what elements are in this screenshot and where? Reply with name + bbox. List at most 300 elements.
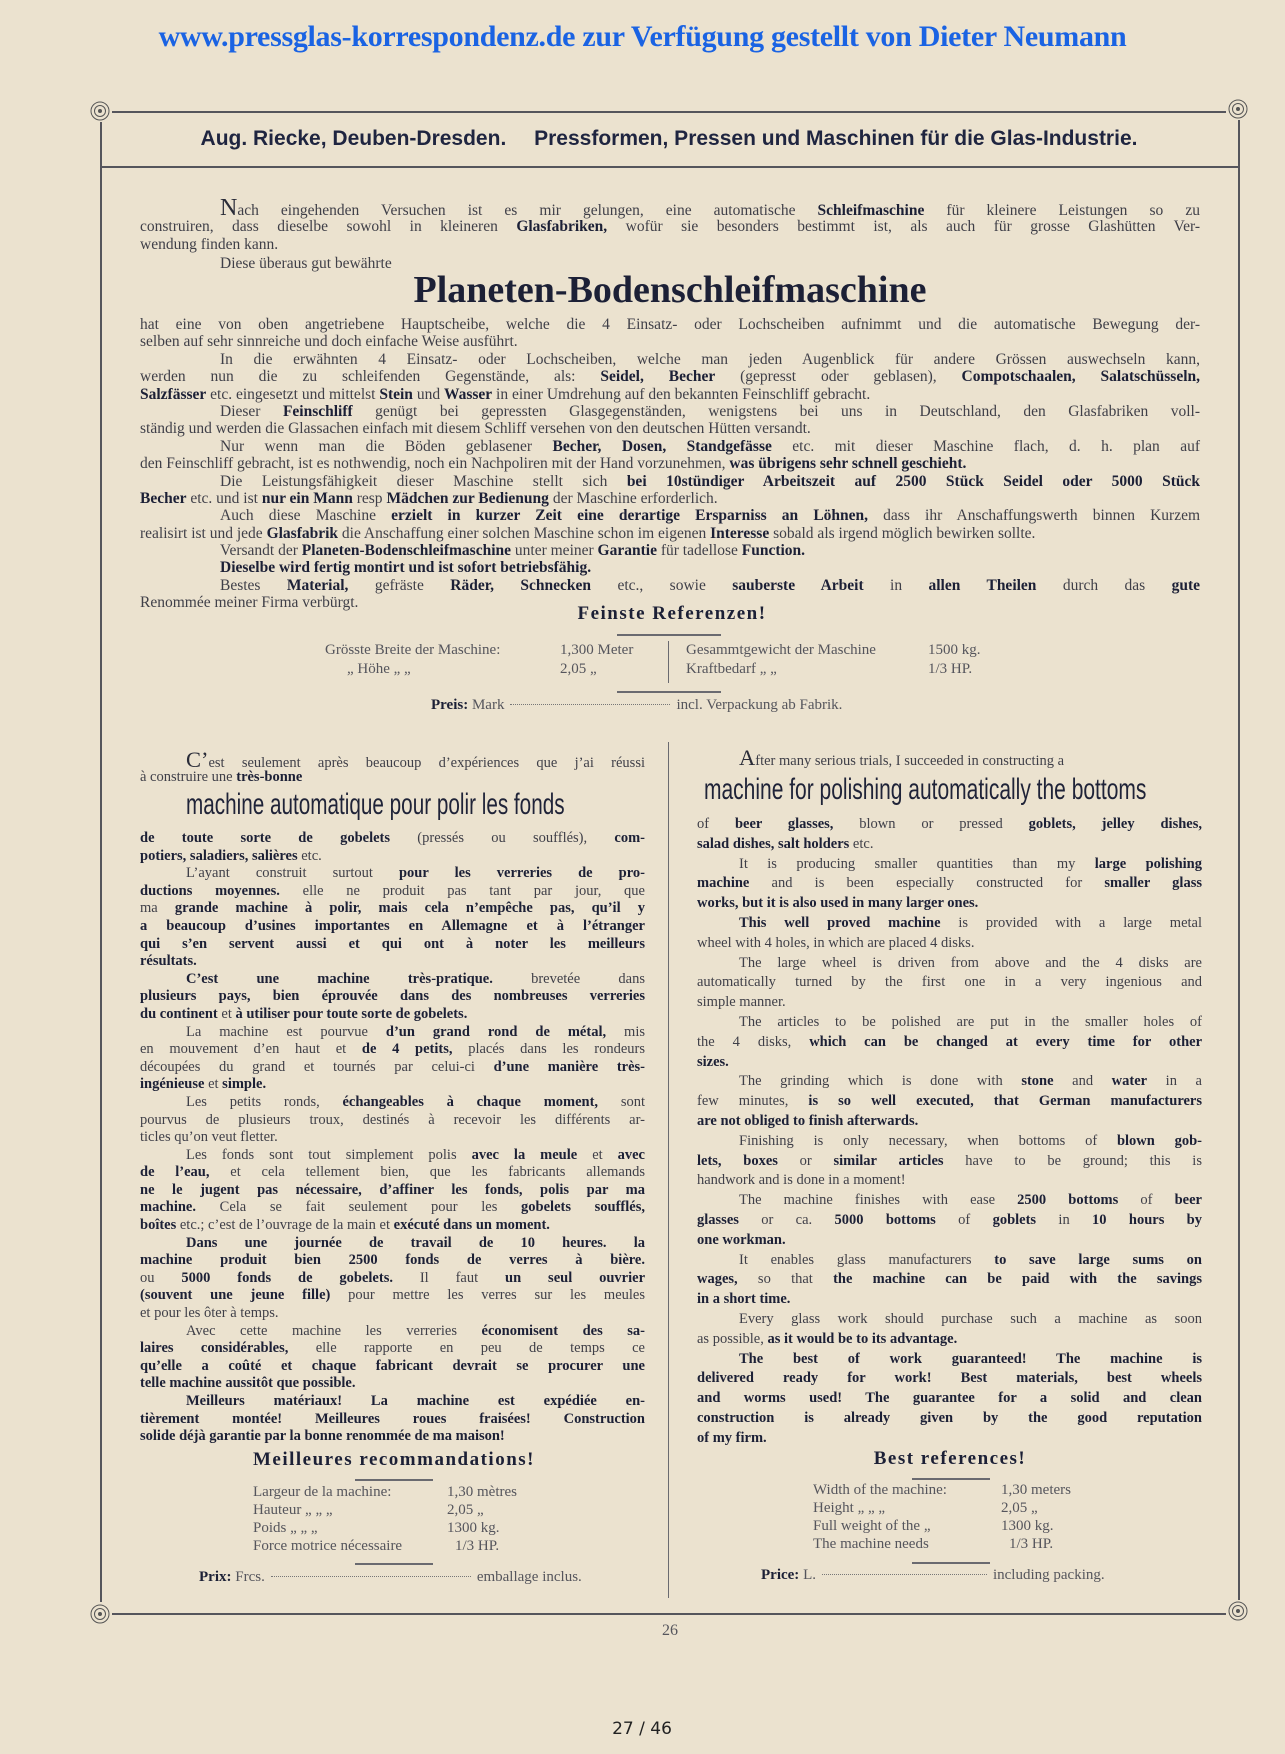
text-line bbox=[140, 1041, 645, 1059]
text-run: un seul ouvrier bbox=[505, 1269, 646, 1286]
text-line bbox=[140, 559, 1200, 576]
text-line bbox=[140, 236, 1200, 255]
text-run: Stein bbox=[379, 385, 413, 403]
text-run: of bbox=[1118, 1192, 1175, 1209]
text-run: potiers, saladiers, salières bbox=[140, 847, 298, 864]
text-line bbox=[697, 1092, 1202, 1112]
text-run: Schleifmaschine bbox=[817, 202, 925, 219]
text-run: werden nun die zu schleifenden Gegenstände, als: bbox=[140, 368, 601, 386]
text-line bbox=[697, 1152, 1202, 1172]
text-run: wheel with 4 holes, in which are placed 4 disks. bbox=[697, 934, 975, 951]
text-run: glasses bbox=[697, 1211, 739, 1228]
text-line bbox=[697, 1251, 1202, 1271]
text-line bbox=[140, 1411, 645, 1429]
spec-value: 2,05 „ bbox=[560, 661, 597, 677]
text-line bbox=[140, 507, 1200, 524]
text-line bbox=[140, 1112, 645, 1130]
text-run: nur ein Mann bbox=[261, 489, 353, 507]
text-run: und bbox=[412, 385, 444, 403]
text-run: and worms used! The guarantee for a solid and clean bbox=[697, 1390, 1202, 1407]
text-run: gobelets soufflés, bbox=[521, 1199, 645, 1216]
text-run: large polishing bbox=[1094, 855, 1202, 872]
spec-value: 1/3 HP. bbox=[928, 661, 973, 677]
text-run: Il faut bbox=[392, 1269, 506, 1286]
text-line bbox=[140, 333, 1200, 350]
text-run: ductions moyennes. bbox=[140, 882, 280, 899]
text-run: d’une manière très- bbox=[493, 1058, 645, 1075]
watermark-url: www.pressglas-korrespondenz.de zur Verfügung gestellt von Dieter Neumann bbox=[158, 20, 1127, 53]
text-run: com- bbox=[614, 830, 645, 846]
text-line bbox=[697, 1369, 1202, 1389]
text-run: très-bonne bbox=[236, 768, 303, 785]
text-run: laires considérables, bbox=[140, 1340, 289, 1357]
text-run: After many serious trials, I succeeded in constructing a bbox=[739, 745, 1065, 770]
text-run: en mouvement d’en haut et bbox=[140, 1041, 362, 1058]
text-run: Avec cette machine les verreries bbox=[186, 1322, 482, 1339]
text-run: etc. bbox=[849, 835, 874, 852]
spec-value: 1,30 mètres bbox=[447, 1484, 517, 1500]
page-header bbox=[100, 127, 1238, 151]
price-suffix: incl. Verpackung ab Fabrik. bbox=[676, 697, 843, 713]
text-line bbox=[140, 1252, 645, 1270]
text-run: as it would be to its advantage. bbox=[767, 1330, 958, 1347]
text-run: delivered ready for work! Best materials, best wheels bbox=[697, 1370, 1202, 1387]
price-currency: Mark bbox=[471, 697, 505, 713]
text-line bbox=[140, 1129, 645, 1147]
text-line bbox=[697, 1132, 1202, 1152]
text-line bbox=[697, 1290, 1202, 1310]
text-run: avec bbox=[617, 1146, 645, 1163]
text-line bbox=[140, 420, 1200, 437]
spec-label: Grösste Breite der Maschine: bbox=[325, 642, 501, 658]
text-run: économisent des sa- bbox=[481, 1322, 645, 1339]
divider bbox=[355, 1479, 433, 1481]
text-run: Interesse bbox=[710, 524, 770, 542]
text-line bbox=[140, 1217, 645, 1235]
text-line bbox=[140, 218, 1200, 237]
text-line bbox=[140, 577, 1200, 594]
text-line bbox=[140, 1164, 645, 1182]
price-suffix: including packing. bbox=[992, 1567, 1105, 1583]
text-line bbox=[140, 1428, 645, 1446]
viewer-page-indicator: 27 / 46 bbox=[612, 1719, 672, 1739]
text-run: sizes. bbox=[697, 1053, 729, 1070]
text-run: water bbox=[1111, 1073, 1148, 1090]
text-run: gute bbox=[1171, 576, 1200, 594]
text-line bbox=[140, 1147, 645, 1165]
spiral-ornament-icon bbox=[88, 99, 112, 123]
text-run: construiren, dass dieselbe sowohl in kleineren bbox=[140, 217, 517, 235]
text-line bbox=[140, 918, 645, 936]
spec-row bbox=[325, 642, 500, 659]
text-run: a beaucoup d’usines importantes en Allemagne et à l’étranger bbox=[140, 917, 645, 934]
spec-value: 2,05 „ bbox=[1001, 1500, 1038, 1516]
text-line bbox=[140, 883, 645, 901]
frame-top-line bbox=[112, 111, 1226, 113]
text-line bbox=[697, 874, 1202, 894]
text-run: Die Leistungsfähigkeit dieser Maschine stellt sich bbox=[220, 472, 627, 490]
text-run: It is producing smaller quantities than my bbox=[739, 855, 1095, 872]
text-line bbox=[140, 542, 1200, 559]
text-run: 10 hours by bbox=[1092, 1211, 1202, 1228]
page-number: 26 bbox=[662, 1622, 678, 1639]
text-run: für kleinere Leistungen so zu bbox=[924, 202, 1200, 219]
price-blank bbox=[822, 1574, 987, 1575]
text-run: 2500 bottoms bbox=[1017, 1192, 1119, 1209]
text-run: placés dans les rondeurs bbox=[452, 1041, 645, 1058]
english-references-heading: Best references! bbox=[873, 1448, 1027, 1469]
text-run: machine. bbox=[140, 1199, 196, 1216]
text-run: and is been especially constructed for bbox=[749, 875, 1105, 892]
text-run: C’est une machine très-pratique. bbox=[186, 970, 493, 987]
spec-value: 1500 kg. bbox=[928, 642, 981, 658]
price-label: Price: bbox=[761, 1567, 800, 1583]
text-line bbox=[140, 1059, 645, 1077]
text-run: or ca. bbox=[738, 1211, 835, 1228]
german-references-heading: Feinste Referenzen! bbox=[577, 603, 767, 624]
german-title: Planeten-Bodenschleifmaschine bbox=[413, 269, 927, 311]
text-line bbox=[140, 195, 1200, 221]
text-line bbox=[140, 1076, 645, 1094]
text-line bbox=[697, 1053, 1202, 1073]
text-line bbox=[697, 1310, 1202, 1330]
text-run: für tadellose bbox=[656, 542, 742, 560]
text-line bbox=[140, 865, 645, 883]
text-run: dass ihr Anschaffungswerth binnen Kurzem bbox=[868, 507, 1201, 525]
spiral-ornament-icon bbox=[1226, 1599, 1250, 1623]
text-run: in bbox=[1036, 1211, 1093, 1228]
french-price-line bbox=[199, 1569, 582, 1586]
text-run: (souvent une jeune fille) bbox=[140, 1287, 331, 1304]
text-line bbox=[140, 316, 1200, 333]
text-run: goblets bbox=[992, 1211, 1037, 1228]
text-line bbox=[140, 971, 645, 989]
text-run: in bbox=[863, 576, 929, 594]
text-run: elle rapporte en peu de temps ce bbox=[288, 1340, 645, 1357]
text-run: The machine finishes with ease bbox=[739, 1192, 1018, 1209]
text-run: salad dishes, salt holders bbox=[697, 835, 850, 852]
text-run: have to be ground; this is bbox=[943, 1152, 1202, 1169]
text-run: Dieselbe wird fertig montirt und ist sofort betriebsfähig. bbox=[220, 559, 592, 577]
text-run: in a short time. bbox=[697, 1291, 791, 1308]
text-run: or bbox=[777, 1152, 834, 1169]
text-run: qui s’en servent aussi et qui ont à noter les meilleurs bbox=[140, 935, 645, 952]
text-line bbox=[697, 1171, 1202, 1191]
text-run: automatically turned by the first one in a very ingenious and bbox=[697, 974, 1202, 991]
text-run: Seidel, Becher bbox=[600, 368, 716, 386]
text-line bbox=[697, 993, 1202, 1013]
text-run: Diese überaus gut bewährte bbox=[220, 254, 392, 272]
text-run: ticles qu’on veut fletter. bbox=[140, 1129, 278, 1146]
text-run: sont bbox=[598, 1093, 645, 1110]
spec-label: Hauteur „ „ „ bbox=[253, 1502, 333, 1518]
text-run: Meilleurs matériaux! La machine est expédiée en- bbox=[186, 1393, 645, 1409]
text-run: grande machine à polir, mais cela n’empêche pas, qu’il y bbox=[174, 900, 645, 917]
text-run: hat eine von oben angetriebene Hauptscheibe, welche die 4 Einsatz- oder Lochscheiben aufnimmt und die automatische Bewegung der- bbox=[140, 316, 1200, 333]
text-line bbox=[140, 1270, 645, 1288]
text-line bbox=[697, 855, 1202, 875]
text-run: was übrigens sehr schnell geschieht. bbox=[729, 455, 967, 473]
text-run: beer glasses, bbox=[734, 816, 834, 832]
text-line bbox=[697, 1191, 1202, 1211]
text-line bbox=[140, 848, 645, 866]
french-intro bbox=[140, 747, 645, 786]
text-line bbox=[697, 1112, 1202, 1132]
spec-label: Width of the machine: bbox=[813, 1482, 947, 1498]
text-line bbox=[697, 1211, 1202, 1231]
spec-label: The machine needs bbox=[813, 1536, 929, 1552]
header-tagline: Pressformen, Pressen und Maschinen für die Glas-Industrie. bbox=[534, 127, 1138, 150]
text-run: works, but it is also used in many larger ones. bbox=[697, 895, 979, 912]
spec-label: Force motrice nécessaire bbox=[253, 1538, 403, 1554]
text-run: It enables glass manufacturers bbox=[739, 1251, 995, 1268]
text-line bbox=[140, 1393, 645, 1411]
text-run: (pressés ou soufflés), bbox=[390, 830, 615, 846]
text-run: sauberste Arbeit bbox=[732, 576, 864, 594]
text-line bbox=[140, 1358, 645, 1376]
text-run: of bbox=[935, 1211, 993, 1228]
text-run: lets, boxes bbox=[697, 1152, 778, 1169]
text-run: machine produit bien 2500 fonds de verres à bière. bbox=[140, 1252, 645, 1269]
text-run: similar articles bbox=[833, 1152, 944, 1169]
price-suffix: emballage inclus. bbox=[476, 1569, 582, 1585]
spec-label: Largeur de la machine: bbox=[253, 1484, 392, 1500]
text-run: boîtes bbox=[140, 1217, 177, 1234]
text-line bbox=[140, 351, 1200, 368]
text-run: mis bbox=[606, 1023, 646, 1040]
text-run: et bbox=[577, 1146, 618, 1163]
text-run: Finishing is only necessary, when bottoms of bbox=[739, 1132, 1117, 1149]
frame-left-line bbox=[100, 122, 102, 1602]
spec-label: Full weight of the „ bbox=[813, 1518, 931, 1534]
text-run: telle machine aussitôt que possible. bbox=[140, 1375, 356, 1392]
spec-value: 1/3 HP. bbox=[1009, 1536, 1054, 1552]
text-run: exécuté dans un moment. bbox=[393, 1217, 550, 1234]
text-run: die Anschaffung einer solchen Maschine schon im eigenen bbox=[338, 524, 711, 542]
text-line bbox=[140, 1305, 645, 1323]
text-line bbox=[140, 403, 1200, 420]
text-line bbox=[140, 1182, 645, 1200]
text-line bbox=[140, 1199, 645, 1217]
text-line bbox=[140, 490, 1200, 507]
text-run: stone bbox=[1021, 1073, 1054, 1090]
text-run: de l’eau, bbox=[140, 1164, 210, 1181]
text-run: C’est seulement après beaucoup d’expériences que j’ai réussi bbox=[186, 747, 645, 772]
divider bbox=[617, 634, 721, 636]
text-run: échangeables à chaque moment, bbox=[342, 1093, 599, 1110]
text-run: (gepresst oder geblasen), bbox=[715, 368, 962, 386]
text-run: wages, bbox=[697, 1271, 738, 1288]
text-run: of my firm. bbox=[697, 1429, 767, 1446]
text-run: à construire une bbox=[140, 768, 237, 785]
text-line bbox=[697, 914, 1202, 934]
text-line bbox=[140, 1235, 645, 1253]
text-run: plusieurs pays, bien éprouvée dans des nombreuses verreries bbox=[140, 988, 645, 1005]
text-run: Material, bbox=[286, 576, 349, 594]
text-run: to save large sums on bbox=[994, 1251, 1202, 1268]
text-run: so that bbox=[737, 1271, 834, 1288]
price-blank bbox=[271, 1576, 471, 1577]
text-run: wendung finden kann. bbox=[140, 236, 279, 254]
text-run: der Maschine erforderlich. bbox=[548, 489, 718, 507]
french-references-heading: Meilleures recommandations! bbox=[252, 1449, 535, 1470]
text-line bbox=[140, 1340, 645, 1358]
text-run: du continent bbox=[140, 1005, 218, 1022]
text-line bbox=[140, 747, 645, 772]
text-run: de 4 petits, bbox=[361, 1041, 453, 1058]
column-divider bbox=[668, 742, 669, 1598]
text-run: solide déjà garantie par la bonne renommée de ma maison! bbox=[140, 1428, 505, 1445]
text-run: Versandt der bbox=[220, 542, 302, 560]
text-run: elle ne produit pas tant par jour, que bbox=[279, 882, 645, 899]
text-run: avec la meule bbox=[471, 1146, 578, 1163]
text-run: La machine est pourvue bbox=[186, 1023, 386, 1040]
text-run: The large wheel is driven from above and the 4 disks are bbox=[739, 954, 1202, 971]
text-run: pourvus de plusieurs troux, destinés à recevoir les différents ar- bbox=[140, 1111, 645, 1128]
text-line bbox=[697, 1270, 1202, 1290]
text-run: Dans une journée de travail de 10 heures. la bbox=[186, 1234, 645, 1251]
text-run: selben auf sehr sinnreiche und doch einfache Weise ausführt. bbox=[140, 333, 518, 351]
text-run: goblets, jelley dishes, bbox=[1028, 816, 1202, 832]
text-run: resp bbox=[352, 489, 387, 507]
text-run: Mädchen zur Bedienung bbox=[386, 489, 549, 507]
text-line bbox=[140, 1287, 645, 1305]
text-run: is so well executed, that German manufacturers bbox=[808, 1093, 1203, 1110]
spec-value: 1,300 Meter bbox=[560, 642, 634, 658]
text-run: The best of work guaranteed! The machine is bbox=[739, 1350, 1202, 1367]
text-run: Nur wenn man die Böden geblasener bbox=[220, 437, 553, 455]
text-run: tièrement montée! Meilleures roues fraisées! Construction bbox=[140, 1410, 645, 1427]
frame-right-line bbox=[1238, 120, 1240, 1600]
text-run: simple. bbox=[222, 1076, 267, 1093]
text-run: ou bbox=[140, 1269, 182, 1286]
french-title: machine automatique pour polir les fonds bbox=[186, 788, 565, 821]
text-line bbox=[140, 1006, 645, 1024]
german-intro bbox=[140, 195, 1200, 273]
spec-value: 1/3 HP. bbox=[455, 1538, 500, 1554]
text-run: In die erwähnten 4 Einsatz- oder Lochscheiben, welche man jeden Augenblick für andere Grössen auswechseln kann, bbox=[220, 350, 1200, 368]
text-run: Glasfabriken, bbox=[516, 217, 608, 235]
text-run: Räder, Schnecken bbox=[450, 576, 592, 594]
spec-label: Kraftbedarf „ „ bbox=[686, 661, 777, 677]
text-line bbox=[140, 1323, 645, 1341]
text-run: et bbox=[217, 1005, 236, 1022]
text-run: etc. bbox=[297, 847, 322, 864]
text-line bbox=[140, 988, 645, 1006]
text-line bbox=[697, 894, 1202, 914]
text-run: den Feinschliff gebracht, ist es nothwendig, noch ein Nachpoliren mit der Hand vorzunehmen, bbox=[140, 455, 730, 473]
text-run: pour les verreries de pro- bbox=[398, 865, 645, 882]
price-label: Prix: bbox=[199, 1569, 232, 1585]
text-line bbox=[140, 438, 1200, 455]
price-currency: Frcs. bbox=[235, 1569, 265, 1585]
text-run: et pour les ôter à temps. bbox=[140, 1305, 279, 1322]
text-line bbox=[697, 1389, 1202, 1409]
text-run: Glasfabrik bbox=[266, 524, 339, 542]
french-body bbox=[140, 830, 645, 1446]
text-run: et cela tellement bien, que les fabricants allemands bbox=[209, 1164, 646, 1181]
text-run: Auch diese Maschine bbox=[220, 507, 392, 525]
text-run: etc. mit dieser Maschine flach, d. h. plan auf bbox=[771, 437, 1200, 455]
price-currency: L. bbox=[803, 1567, 816, 1583]
text-run: 5000 fonds de gobelets. bbox=[181, 1269, 393, 1286]
text-run: in einer Umdrehung auf den bekannten Feinschliff gebracht. bbox=[492, 385, 871, 403]
price-blank bbox=[510, 704, 670, 705]
text-run: qu’elle a coûté et chaque fabricant devrait se procurer une bbox=[140, 1357, 645, 1374]
text-run: L’ayant construit surtout bbox=[186, 865, 399, 882]
text-run: ma bbox=[140, 900, 175, 917]
text-run: Feinschliff bbox=[282, 402, 353, 420]
text-run: Nach eingehenden Versuchen ist es mir gelungen, eine automatische bbox=[220, 195, 818, 221]
text-run: Renommée meiner Firma verbürgt. bbox=[140, 594, 359, 612]
divider bbox=[912, 1562, 990, 1564]
text-run: ständig und werden die Glassachen einfach mit diesem Schliff versehen von den deutschen Hütten versandt. bbox=[140, 420, 811, 438]
divider bbox=[617, 691, 721, 693]
text-line bbox=[140, 1024, 645, 1042]
spec-label: Poids „ „ „ bbox=[253, 1520, 318, 1536]
text-run: smaller glass bbox=[1104, 875, 1202, 892]
english-price-line bbox=[761, 1567, 1105, 1584]
text-run: etc. eingesetzt und mittelst bbox=[206, 385, 380, 403]
price-label: Preis: bbox=[431, 697, 469, 713]
text-run: as possible, bbox=[697, 1330, 768, 1347]
text-line bbox=[697, 1013, 1202, 1033]
text-run: d’un grand rond de métal, bbox=[385, 1023, 607, 1040]
text-line bbox=[140, 769, 645, 787]
text-line bbox=[697, 1409, 1202, 1429]
text-run: the machine can be paid with the savings bbox=[833, 1271, 1202, 1288]
text-line bbox=[140, 1094, 645, 1112]
text-run: et bbox=[204, 1076, 223, 1093]
spiral-ornament-icon bbox=[88, 1602, 112, 1626]
text-run: The grinding which is done with bbox=[739, 1073, 1022, 1090]
text-run: machine bbox=[697, 875, 750, 892]
text-line bbox=[697, 1350, 1202, 1370]
german-price-line bbox=[431, 697, 842, 714]
spec-value: 1300 kg. bbox=[1001, 1518, 1054, 1534]
german-body bbox=[140, 316, 1200, 612]
text-run: Becher bbox=[140, 489, 187, 507]
text-line bbox=[140, 936, 645, 954]
spec-value: 2,05 „ bbox=[447, 1502, 484, 1518]
text-run: ingénieuse bbox=[140, 1076, 205, 1093]
text-run: blown gob- bbox=[1116, 1132, 1203, 1149]
text-line bbox=[140, 455, 1200, 472]
header-rule bbox=[100, 166, 1238, 168]
text-line bbox=[697, 954, 1202, 974]
text-run: Salzfässer bbox=[140, 385, 207, 403]
text-run: Garantie bbox=[597, 542, 657, 560]
spec-label: Height „ „ „ bbox=[813, 1500, 886, 1516]
text-run: beer bbox=[1174, 1192, 1202, 1209]
text-line bbox=[140, 830, 645, 848]
text-line bbox=[140, 473, 1200, 490]
text-run: wofür sie besonders bestimmt ist, als auch für grosse Glashütten Ver- bbox=[607, 217, 1200, 235]
text-run: Les petits ronds, bbox=[186, 1093, 343, 1110]
text-run: are not obliged to finish afterwards. bbox=[697, 1112, 919, 1129]
spec-label: Gesammtgewicht der Maschine bbox=[686, 642, 876, 658]
text-run: one workman. bbox=[697, 1231, 786, 1248]
english-body bbox=[697, 815, 1202, 1449]
text-line bbox=[697, 1330, 1202, 1350]
text-line bbox=[140, 368, 1200, 385]
text-line bbox=[697, 934, 1202, 954]
divider bbox=[912, 1478, 990, 1480]
text-line bbox=[697, 1072, 1202, 1092]
text-run: de toute sorte de gobelets bbox=[140, 830, 391, 846]
spiral-ornament-icon bbox=[1226, 97, 1250, 121]
english-intro bbox=[697, 745, 1202, 770]
